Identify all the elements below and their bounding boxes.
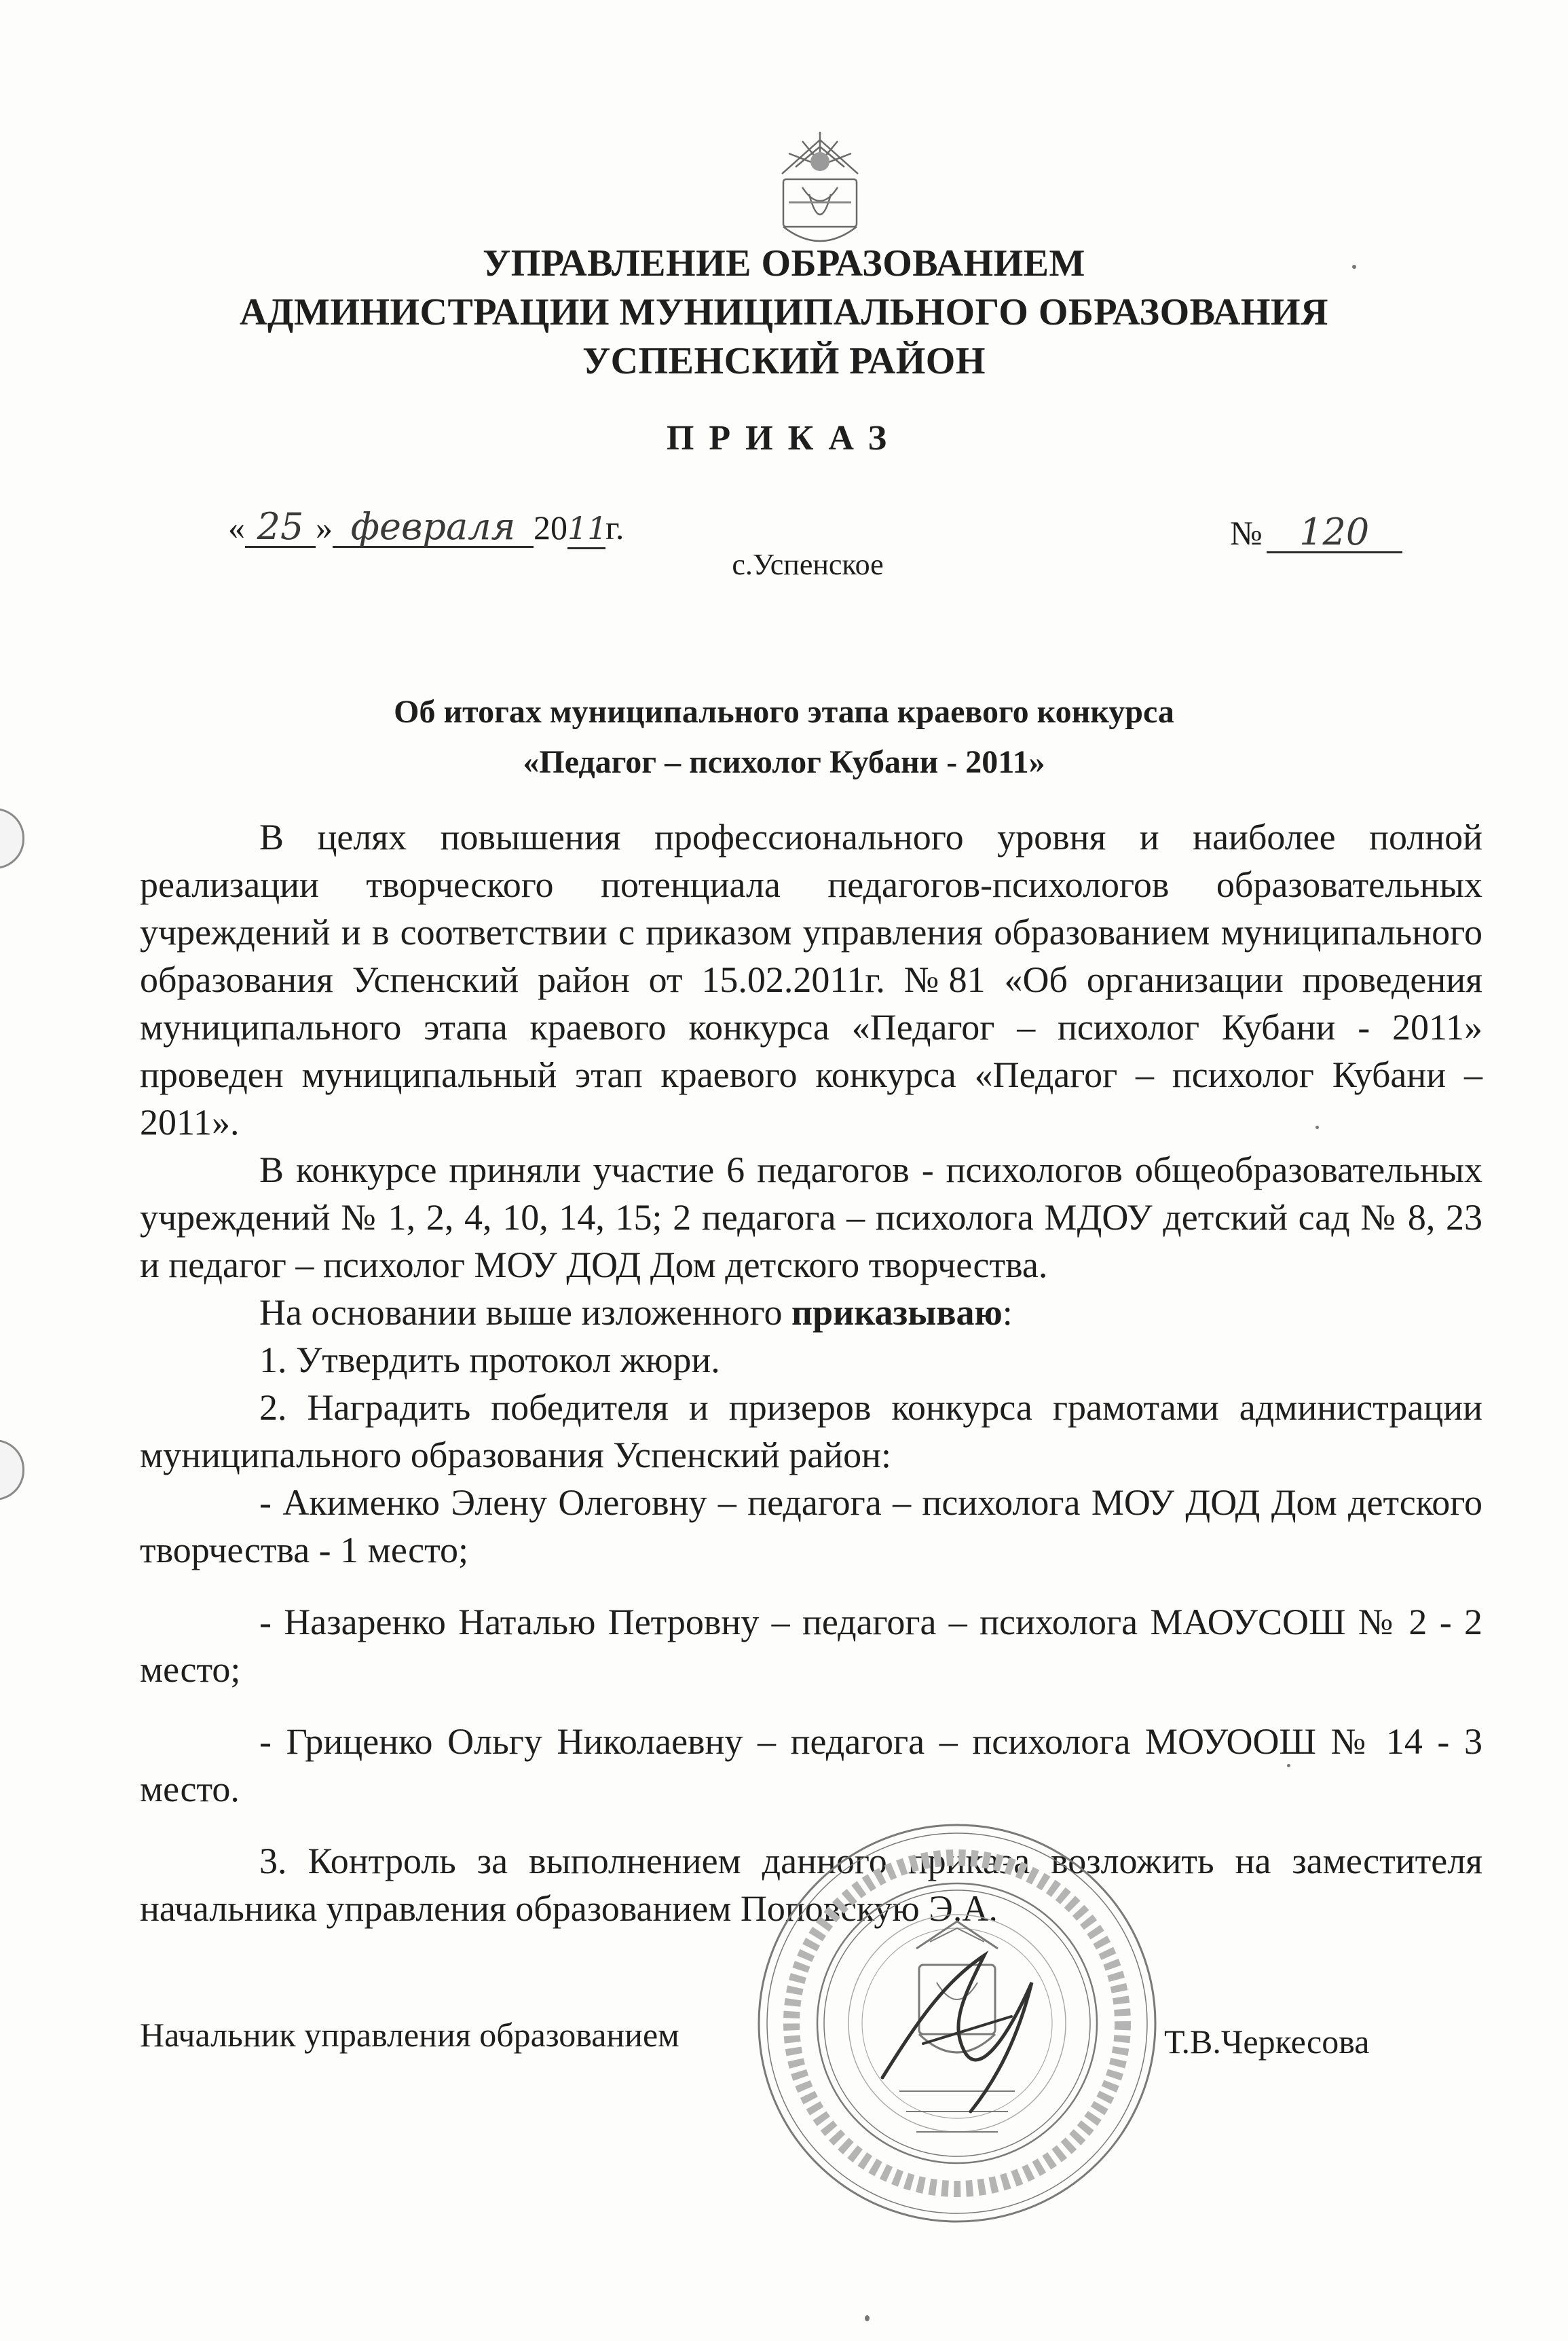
award-1: - Акименко Элену Олеговну – педагога – психолога МОУ ДОД Дом детского творчества - 1 место; bbox=[140, 1482, 1482, 1570]
date-year-suffix: 11 bbox=[567, 509, 605, 549]
subject-line-2: «Педагог – психолог Кубани - 2011» bbox=[523, 744, 1045, 780]
scan-speck bbox=[1287, 1764, 1290, 1767]
organization-header bbox=[0, 239, 1568, 386]
date-year-tail: г. bbox=[605, 509, 624, 547]
award-3: - Гриценко Ольгу Николаевну – педагога – психолога МОУООШ № 14 - 3 место. bbox=[140, 1721, 1482, 1809]
date-open-quote: « bbox=[228, 509, 245, 547]
header-line-3: УСПЕНСКИЙ РАЙОН bbox=[582, 340, 986, 382]
signatory-position: Начальник управления образованием bbox=[140, 2016, 679, 2054]
scan-speck bbox=[1315, 1126, 1319, 1129]
number-label: № bbox=[1230, 514, 1263, 552]
award-2: - Назаренко Наталью Петровну – педагога – психолога МАОУСОШ № 2 - 2 место; bbox=[140, 1602, 1482, 1690]
punch-hole-bottom bbox=[0, 1439, 24, 1500]
number-value: 120 bbox=[1267, 513, 1402, 553]
place-of-issue: с.Успенское bbox=[732, 548, 884, 581]
item-3: 3. Контроль за выполнением данного приказа возложить на заместителя начальника управления образованием Поповскую Э.А. bbox=[140, 1841, 1482, 1929]
handwritten-signature bbox=[862, 1942, 1052, 2118]
body-paragraph-2: В конкурсе приняли участие 6 педагогов - психологов общеобразовательных учреждений № 1, 2, 4, 10, 14, 15; 2 педагога – психолога МДОУ детский сад № 8, 23 и педагог – психолог МОУ ДОД Дом детского творчества. bbox=[140, 1149, 1482, 1285]
date-month: февраля bbox=[333, 508, 534, 548]
order-date bbox=[228, 505, 624, 549]
p3-end: : bbox=[1002, 1292, 1013, 1333]
subject-line-1: Об итогах муниципального этапа краевого конкурса bbox=[394, 694, 1174, 730]
order-body bbox=[140, 813, 1482, 1932]
order-title: ПРИКАЗ bbox=[666, 419, 902, 458]
body-paragraph-1: В целях повышения профессионального уровня и наиболее полной реализации творческого потенциала педагогов-психологов образовательных учреждений и в соответствии с приказом управления образованием муниципального образования Успенский район от 15.02.2011г. №81 «Об организации проведения муниципального этапа краевого конкурса «Педагог – психолог Кубани - 2011» проведен муниципальный этап краевого конкурса «Педагог – психолог Кубани – 2011». bbox=[140, 817, 1482, 1143]
body-paragraph-3 bbox=[140, 1289, 1482, 1336]
order-subject bbox=[0, 687, 1568, 788]
date-year-prefix: 20 bbox=[534, 509, 567, 547]
header-line-1: УПРАВЛЕНИЕ ОБРАЗОВАНИЕМ bbox=[483, 242, 1085, 284]
p3-decree-word: приказываю bbox=[791, 1292, 1003, 1333]
punch-hole-top bbox=[0, 808, 24, 869]
signatory-name: Т.В.Черкесова bbox=[1164, 2023, 1370, 2061]
item-2: 2. Наградить победителя и призеров конкурса грамотами администрации муниципального образования Успенский район: bbox=[140, 1387, 1482, 1475]
header-line-2: АДМИНИСТРАЦИИ МУНИЦИПАЛЬНОГО ОБРАЗОВАНИЯ bbox=[240, 291, 1328, 333]
coat-of-arms-emblem bbox=[762, 126, 878, 255]
date-close-quote: » bbox=[316, 509, 333, 547]
date-day: 25 bbox=[245, 508, 316, 548]
scan-speck bbox=[865, 2315, 870, 2321]
scan-speck bbox=[1352, 265, 1356, 269]
p3-start: На основании выше изложенного bbox=[259, 1292, 791, 1333]
item-1: 1. Утвердить протокол жюри. bbox=[259, 1340, 720, 1380]
